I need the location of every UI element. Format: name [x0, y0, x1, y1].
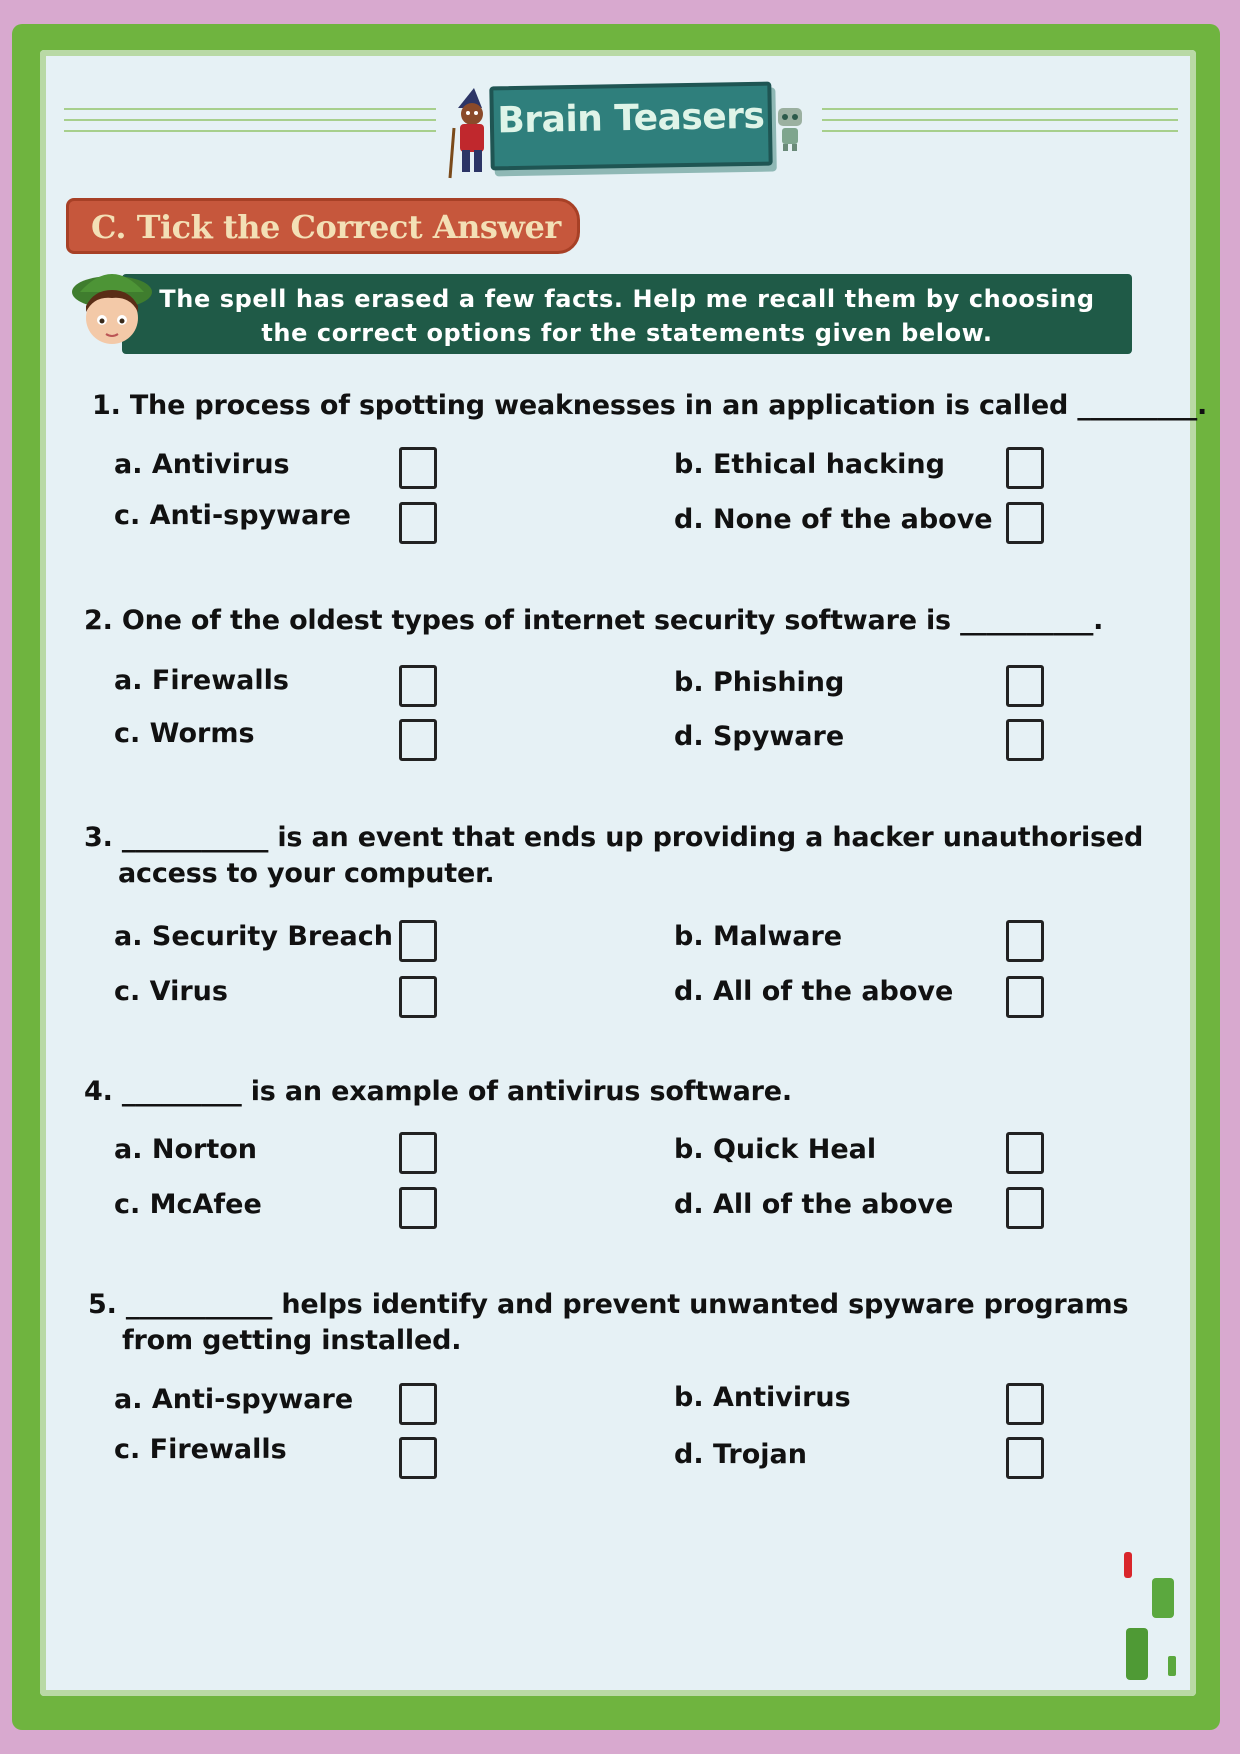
q3-checkbox-d[interactable]: [1006, 976, 1044, 1018]
robot-mascot-icon: [770, 102, 810, 152]
q4-checkbox-a[interactable]: [399, 1132, 437, 1174]
q4-checkbox-b[interactable]: [1006, 1132, 1044, 1174]
header-lines-right: [822, 108, 1178, 142]
question-5-text: 5. ___________ helps identify and prevent unwanted spyware programs: [88, 1289, 1129, 1320]
section-title: C. Tick the Correct Answer: [91, 208, 561, 246]
q2-option-b: b. Phishing: [674, 667, 845, 698]
q5-option-b: b. Antivirus: [674, 1382, 851, 1413]
section-banner: [66, 198, 580, 254]
q2-option-d: d. Spyware: [674, 721, 845, 752]
q4-option-d: d. All of the above: [674, 1189, 954, 1220]
q3-checkbox-c[interactable]: [399, 976, 437, 1018]
q2-option-a: a. Firewalls: [114, 665, 289, 696]
q1-checkbox-b[interactable]: [1006, 447, 1044, 489]
q3-option-b: b. Malware: [674, 921, 843, 952]
q4-option-b: b. Quick Heal: [674, 1134, 877, 1165]
q5-checkbox-d[interactable]: [1006, 1437, 1044, 1479]
instruction-line-1: The spell has erased a few facts. Help me recall them by choosing: [159, 285, 1095, 313]
q5-option-c: c. Firewalls: [114, 1434, 287, 1465]
q1-option-c: c. Anti-spyware: [114, 500, 351, 531]
q5-checkbox-a[interactable]: [399, 1383, 437, 1425]
header-lines-left: [64, 108, 436, 142]
q3-option-a: a. Security Breach: [114, 921, 393, 952]
q3-checkbox-b[interactable]: [1006, 920, 1044, 962]
q5-checkbox-b[interactable]: [1006, 1383, 1044, 1425]
q5-checkbox-c[interactable]: [399, 1437, 437, 1479]
q2-checkbox-b[interactable]: [1006, 665, 1044, 707]
question-5-text-cont: from getting installed.: [122, 1325, 462, 1356]
q4-checkbox-d[interactable]: [1006, 1187, 1044, 1229]
q2-checkbox-a[interactable]: [399, 665, 437, 707]
q2-option-c: c. Worms: [114, 718, 255, 749]
q2-checkbox-d[interactable]: [1006, 719, 1044, 761]
question-3-text-cont: access to your computer.: [118, 858, 495, 889]
question-1-text: 1. The process of spotting weaknesses in an application is called _________.: [92, 390, 1208, 421]
brain-teasers-title: Brain Teasers: [497, 95, 765, 142]
question-3-text: 3. ___________ is an event that ends up providing a hacker unauthorised: [84, 822, 1144, 853]
q3-option-d: d. All of the above: [674, 976, 954, 1007]
q1-checkbox-c[interactable]: [399, 502, 437, 544]
question-4-text: 4. _________ is an example of antivirus software.: [84, 1076, 792, 1107]
instruction-text: [152, 282, 1102, 350]
q3-checkbox-a[interactable]: [399, 920, 437, 962]
girl-avatar-icon: [64, 262, 160, 358]
q1-checkbox-a[interactable]: [399, 447, 437, 489]
q2-checkbox-c[interactable]: [399, 719, 437, 761]
q4-option-a: a. Norton: [114, 1134, 258, 1165]
instruction-banner: [122, 274, 1132, 354]
q1-checkbox-d[interactable]: [1006, 502, 1044, 544]
q1-option-b: b. Ethical hacking: [674, 449, 945, 480]
q3-option-c: c. Virus: [114, 976, 228, 1007]
q5-option-d: d. Trojan: [674, 1439, 807, 1470]
q4-option-c: c. McAfee: [114, 1189, 262, 1220]
q1-option-d: d. None of the above: [674, 504, 993, 535]
q1-option-a: a. Antivirus: [114, 449, 290, 480]
q4-checkbox-c[interactable]: [399, 1187, 437, 1229]
question-2-text: 2. One of the oldest types of internet security software is __________.: [84, 605, 1104, 636]
q5-option-a: a. Anti-spyware: [114, 1384, 354, 1415]
instruction-line-2: the correct options for the statements given below.: [261, 319, 993, 347]
brain-teasers-banner: [489, 82, 772, 171]
decorative-bars-icon: [1124, 1552, 1180, 1682]
